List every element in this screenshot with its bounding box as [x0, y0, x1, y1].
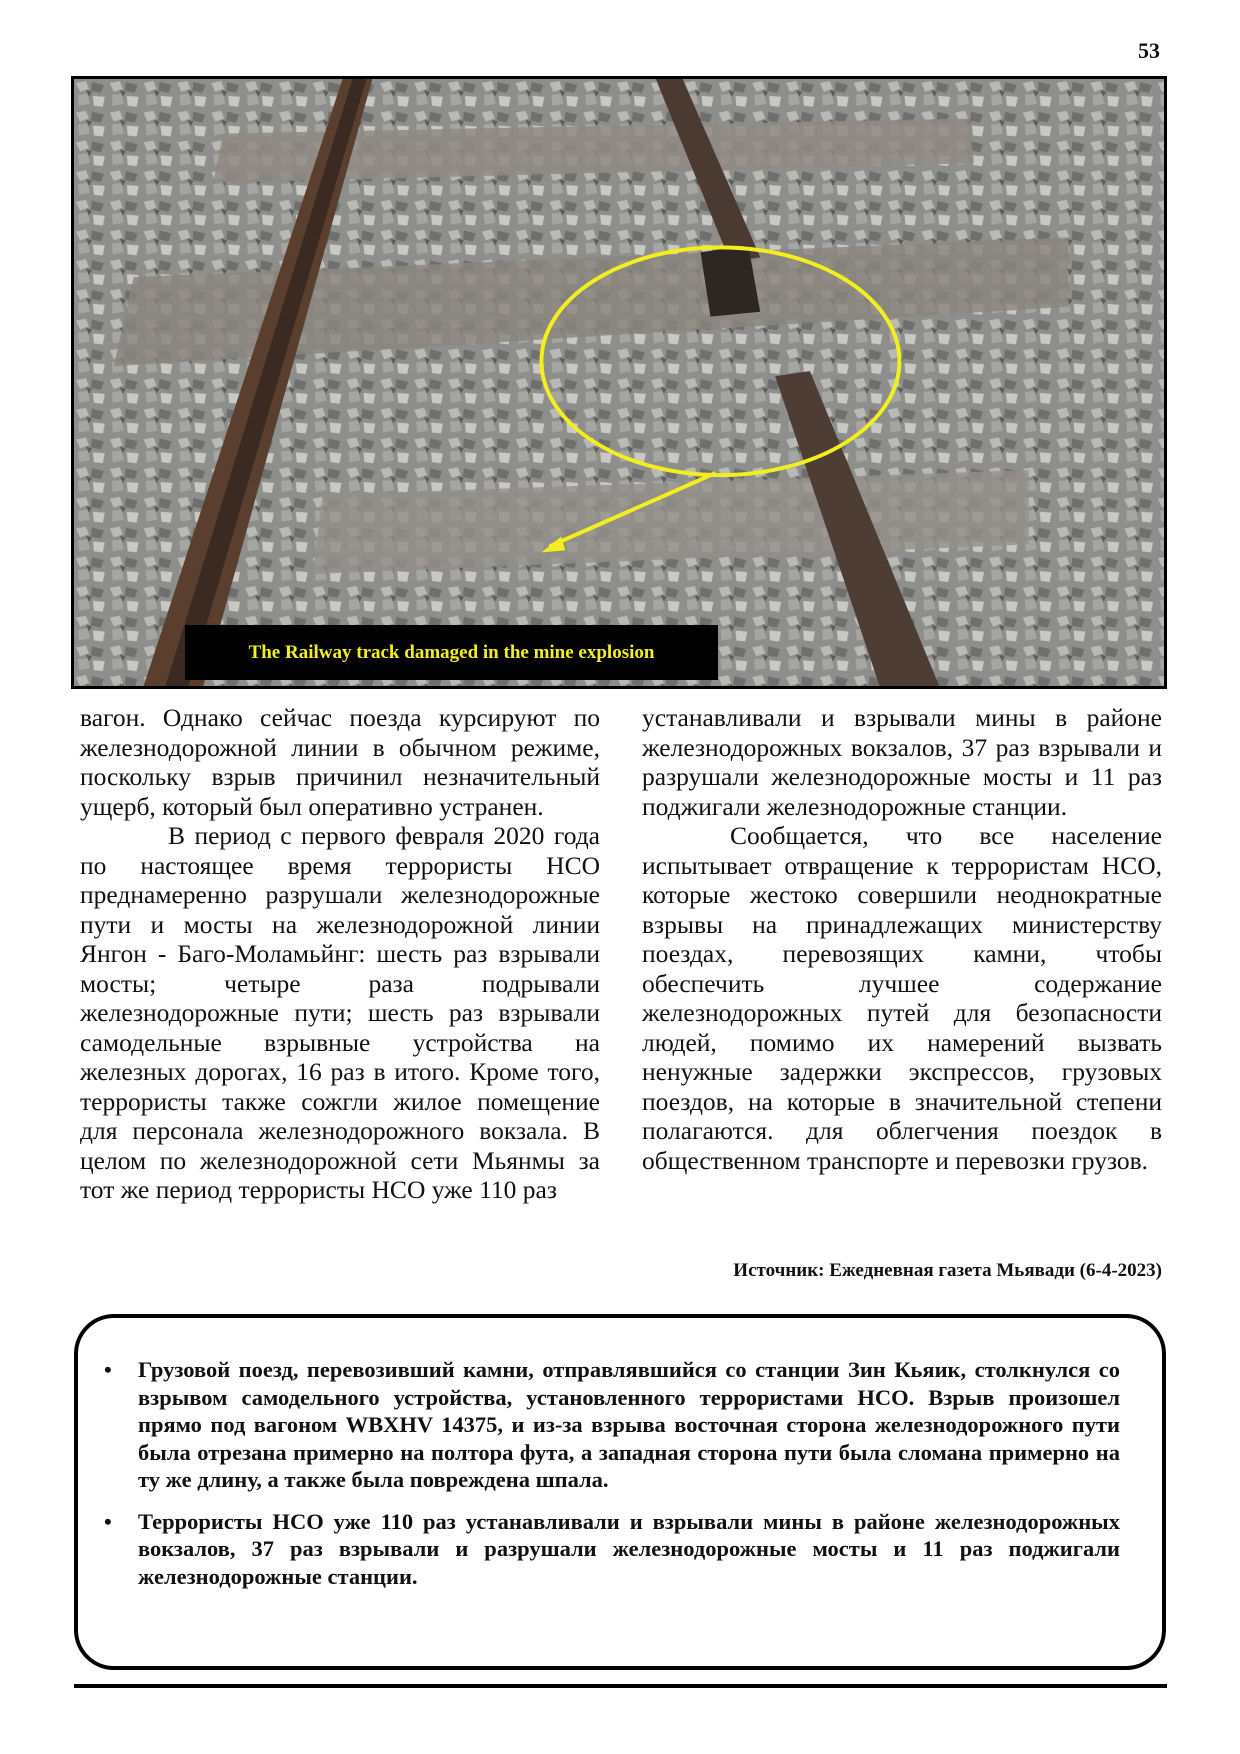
- summary-box: [74, 1314, 1166, 1670]
- railway-track-photo-icon: [74, 79, 1164, 686]
- summary-item: [104, 1508, 1120, 1591]
- page-number: 53: [1138, 38, 1160, 63]
- photo-caption: The Railway track damaged in the mine explosion: [185, 625, 718, 680]
- article-source: Источник: Ежедневная газета Мьявади (6-4-2023): [733, 1260, 1162, 1281]
- article-paragraph: В период с первого февраля 2020 года по настоящее время террористы НСО преднамеренно разрушали железнодорожные пути и мосты на железнодорожной линии Янгон - Баго-Моламьйнг: шесть раз взрывали мосты; четыре раза подрывали железнодорожные пути; шесть раз взрывали самодельные взрывные устройства на железных дорогах, 16 раз в итого. Кроме того, террористы также сожгли жилое помещение для персонала железнодорожного вокзала. В целом по железнодорожной сети Мьянмы за тот же период террористы НСО уже 110 раз: [80, 821, 600, 1204]
- summary-item: [104, 1356, 1120, 1494]
- summary-item-text: Террористы НСО уже 110 раз устанавливали и взрывали мины в районе железнодорожных вокзалов, 37 раз взрывали и разрушали железнодорожные мосты и 11 раз поджигали железнодорожные станции.: [138, 1508, 1120, 1589]
- summary-item-text: Грузовой поезд, перевозивший камни, отправлявшийся со станции Зин Кьяик, столкнулся со взрывом самодельного устройства, установленного террористами НСО. Взрыв произошел прямо под вагоном WBXHV 14375, и из-за взрыва восточная сторона железнодорожного пути была отрезана примерно на полтора фута, а западная сторона пути была сломана примерно на ту же длину, а также была повреждена шпала.: [138, 1357, 1120, 1492]
- summary-list: [78, 1318, 1162, 1590]
- footer-divider: [74, 1684, 1167, 1688]
- bullet-icon: •: [104, 1357, 112, 1382]
- article-left-column: [80, 703, 600, 1205]
- article-paragraph: устанавливали и взрывали мины в районе железнодорожных вокзалов, 37 раз взрывали и разрушали железнодорожные мосты и 11 раз поджигали железнодорожные станции.: [642, 703, 1162, 821]
- bullet-icon: •: [104, 1508, 112, 1534]
- article-paragraph: вагон. Однако сейчас поезда курсируют по железнодорожной линии в обычном режиме, поскольку взрыв причинил незначительный ущерб, который был оперативно устранен.: [80, 703, 600, 821]
- railway-damage-photo: [71, 76, 1167, 689]
- article-right-column: [642, 703, 1162, 1175]
- article-paragraph: Сообщается, что все население испытывает отвращение к террористам НСО, которые жестоко совершили неоднократные взрывы на принадлежащих министерству поездах, перевозящих камни, чтобы обеспечить лучшее содержание железнодорожных путей для безопасности людей, помимо их намерений вызвать ненужные задержки экспрессов, грузовых поездов, на которые в значительной степени полагаются. для облегчения поездок в общественном транспорте и перевозки грузов.: [642, 821, 1162, 1175]
